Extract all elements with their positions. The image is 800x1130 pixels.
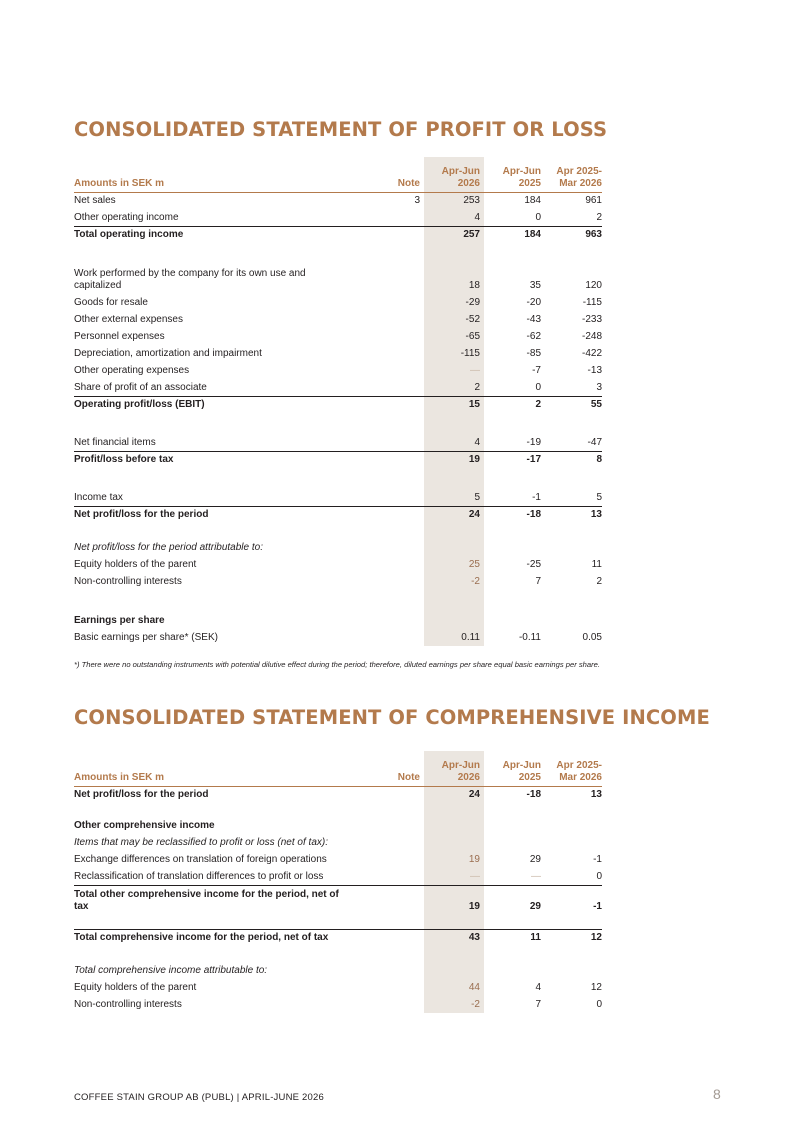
row-label: Reclassification of translation differences to profit or loss (74, 871, 324, 882)
row-value-col3: -233 (581, 314, 602, 325)
row-value-col2: 0 (535, 212, 541, 223)
row-label: Non-controlling interests (74, 999, 182, 1010)
row-value-col1: 0.11 (461, 632, 480, 643)
row-value-col1: 19 (468, 454, 480, 465)
row-value-col1: -52 (465, 314, 480, 325)
row-value-col3: 0 (596, 871, 602, 882)
row-value-col2: -43 (526, 314, 541, 325)
header-col3: Apr 2025- Mar 2026 (556, 166, 602, 189)
eps-footnote: *) There were no outstanding instruments with potential dilutive effect during the period; therefore, diluted earnings per share equal basic earnings per share. (74, 660, 600, 669)
row-label: Share of profit of an associate (74, 382, 207, 393)
row-label: Work performed by the company for its own use and capitalized (74, 268, 306, 291)
row-value-col1: 18 (468, 280, 480, 291)
row-label: Profit/loss before tax (74, 454, 174, 465)
row-value-col3: -47 (587, 437, 602, 448)
table-row (74, 869, 602, 885)
row-value-col2: 11 (530, 932, 541, 943)
table-row (74, 574, 602, 590)
table-header (74, 751, 602, 787)
table-row (74, 312, 602, 328)
row-value-col1: 4 (474, 212, 480, 223)
row-value-col1: 257 (463, 229, 480, 240)
row-label: Net profit/loss for the period (74, 509, 209, 520)
row-value-col1: 253 (463, 195, 480, 206)
table-row (74, 557, 602, 573)
row-value-col2: 29 (529, 854, 541, 865)
page-footer: COFFEE STAIN GROUP AB (PUBL) | APRIL-JUNE 2026 (74, 1092, 324, 1103)
row-label: Income tax (74, 492, 123, 503)
header-col1: Apr-Jun 2026 (441, 166, 480, 189)
row-label: Net profit/loss for the period (74, 789, 209, 800)
row-label: Basic earnings per share* (SEK) (74, 632, 218, 643)
header-col2: Apr-Jun 2025 (502, 166, 541, 189)
row-value-col2: -18 (526, 789, 541, 800)
row-value-col1: 19 (468, 901, 480, 912)
row-label: Depreciation, amortization and impairment (74, 348, 262, 359)
row-value-col2: 2 (535, 399, 541, 410)
row-value-col3: 961 (585, 195, 602, 206)
header-col2: Apr-Jun 2025 (502, 760, 541, 783)
row-value-col1: — (470, 871, 480, 882)
row-value-col2: -85 (526, 348, 541, 359)
row-value-col3: -1 (593, 901, 602, 912)
table-row (74, 210, 602, 226)
row-value-col2: 35 (529, 280, 541, 291)
header-amounts: Amounts in SEK m (74, 772, 165, 783)
row-value-col3: 12 (590, 932, 602, 943)
row-label: Goods for resale (74, 297, 148, 308)
row-value-col1: 25 (468, 559, 480, 570)
table-row (74, 346, 602, 362)
table-row-subheading (74, 613, 602, 629)
row-value-col1: — (470, 365, 480, 376)
row-value-col1: 2 (474, 382, 480, 393)
row-value-col2: 4 (535, 982, 541, 993)
row-value-col1: -2 (471, 576, 480, 587)
row-label: Net profit/loss for the period attributable to: (74, 542, 263, 553)
row-value-col1: 43 (468, 932, 480, 943)
table-row (74, 295, 602, 311)
table-row-total (74, 226, 602, 243)
header-amounts: Amounts in SEK m (74, 178, 165, 189)
row-value-col3: 0 (596, 999, 602, 1010)
table-row-subheading (74, 835, 602, 851)
row-value-col2: 29 (529, 901, 541, 912)
table-row-total (74, 885, 602, 915)
comprehensive-income-title: CONSOLIDATED STATEMENT OF COMPREHENSIVE INCOME (74, 706, 710, 729)
row-value-col3: -115 (582, 297, 602, 308)
table-row-total (74, 396, 602, 413)
table-row-total (74, 506, 602, 523)
table-row (74, 329, 602, 345)
row-value-col3: -248 (581, 331, 602, 342)
row-value-col3: 13 (590, 789, 602, 800)
row-label: Total comprehensive income for the period, net of tax (74, 932, 329, 943)
row-value-col3: 3 (596, 382, 602, 393)
row-value-col3: 963 (585, 229, 602, 240)
table-row (74, 435, 602, 451)
row-value-col2: 7 (535, 576, 541, 587)
header-col1: Apr-Jun 2026 (441, 760, 480, 783)
row-value-col2: 7 (535, 999, 541, 1010)
row-value-col2: -25 (526, 559, 541, 570)
row-value-col3: 11 (591, 559, 602, 570)
table-row (74, 787, 602, 803)
table-row-total (74, 451, 602, 468)
row-label: Total other comprehensive income for the period, net of tax (74, 889, 339, 912)
row-note: 3 (414, 195, 420, 206)
row-label: Items that may be reclassified to profit or loss (net of tax): (74, 837, 328, 848)
profit-loss-title: CONSOLIDATED STATEMENT OF PROFIT OR LOSS (74, 118, 608, 141)
row-value-col3: -1 (593, 854, 602, 865)
row-value-col3: 5 (596, 492, 602, 503)
table-row (74, 266, 602, 294)
table-row-total (74, 929, 602, 946)
row-label: Net financial items (74, 437, 156, 448)
row-value-col1: 15 (468, 399, 480, 410)
row-value-col3: 55 (590, 399, 602, 410)
row-value-col2: 184 (524, 195, 541, 206)
row-value-col2: -20 (526, 297, 541, 308)
row-value-col3: 0.05 (582, 632, 602, 643)
row-value-col1: -29 (465, 297, 480, 308)
row-value-col2: -19 (526, 437, 541, 448)
row-value-col3: -422 (581, 348, 602, 359)
row-value-col2: -62 (526, 331, 541, 342)
row-value-col1: 19 (468, 854, 480, 865)
row-value-col2: 184 (524, 229, 541, 240)
table-row-subheading (74, 963, 602, 979)
row-value-col3: 2 (596, 576, 602, 587)
row-label: Equity holders of the parent (74, 982, 197, 993)
table-header (74, 157, 602, 193)
row-value-col1: -65 (465, 331, 480, 342)
row-label: Equity holders of the parent (74, 559, 197, 570)
header-col3: Apr 2025- Mar 2026 (556, 760, 602, 783)
table-row (74, 490, 602, 506)
row-value-col1: 24 (468, 509, 480, 520)
table-row (74, 193, 602, 209)
row-value-col3: 12 (590, 982, 602, 993)
row-label: Personnel expenses (74, 331, 165, 342)
row-value-col2: — (531, 871, 541, 882)
table-row-subheading (74, 818, 602, 834)
row-value-col1: -115 (460, 348, 480, 359)
table-row (74, 980, 602, 996)
table-row-subheading (74, 540, 602, 556)
row-value-col1: 4 (474, 437, 480, 448)
row-value-col3: -13 (587, 365, 602, 376)
row-value-col1: 24 (468, 789, 480, 800)
row-value-col1: 44 (468, 982, 480, 993)
table-row (74, 852, 602, 868)
row-value-col2: 0 (535, 382, 541, 393)
row-value-col2: -1 (532, 492, 541, 503)
row-value-col1: -2 (471, 999, 480, 1010)
table-row (74, 997, 602, 1013)
row-value-col1: 5 (474, 492, 480, 503)
row-value-col2: -17 (526, 454, 541, 465)
table-row (74, 630, 602, 646)
row-label: Other external expenses (74, 314, 183, 325)
row-label: Other operating income (74, 212, 179, 223)
row-value-col3: 2 (596, 212, 602, 223)
row-value-col2: -18 (526, 509, 541, 520)
row-label: Operating profit/loss (EBIT) (74, 399, 205, 410)
table-row (74, 380, 602, 396)
row-label: Non-controlling interests (74, 576, 182, 587)
row-value-col3: 120 (585, 280, 602, 291)
row-value-col3: 13 (590, 509, 602, 520)
row-value-col3: 8 (596, 454, 602, 465)
row-label: Total comprehensive income attributable to: (74, 965, 268, 976)
page-number: 8 (713, 1086, 721, 1102)
row-label: Net sales (74, 195, 116, 206)
row-value-col2: -7 (532, 365, 541, 376)
row-value-col2: -0.11 (518, 632, 541, 643)
row-label: Exchange differences on translation of foreign operations (74, 854, 327, 865)
row-label: Other operating expenses (74, 365, 190, 376)
header-note: Note (397, 178, 420, 189)
row-label: Total operating income (74, 229, 184, 240)
table-row (74, 363, 602, 379)
header-note: Note (397, 772, 420, 783)
row-label: Earnings per share (74, 615, 165, 626)
row-label: Other comprehensive income (74, 820, 215, 831)
